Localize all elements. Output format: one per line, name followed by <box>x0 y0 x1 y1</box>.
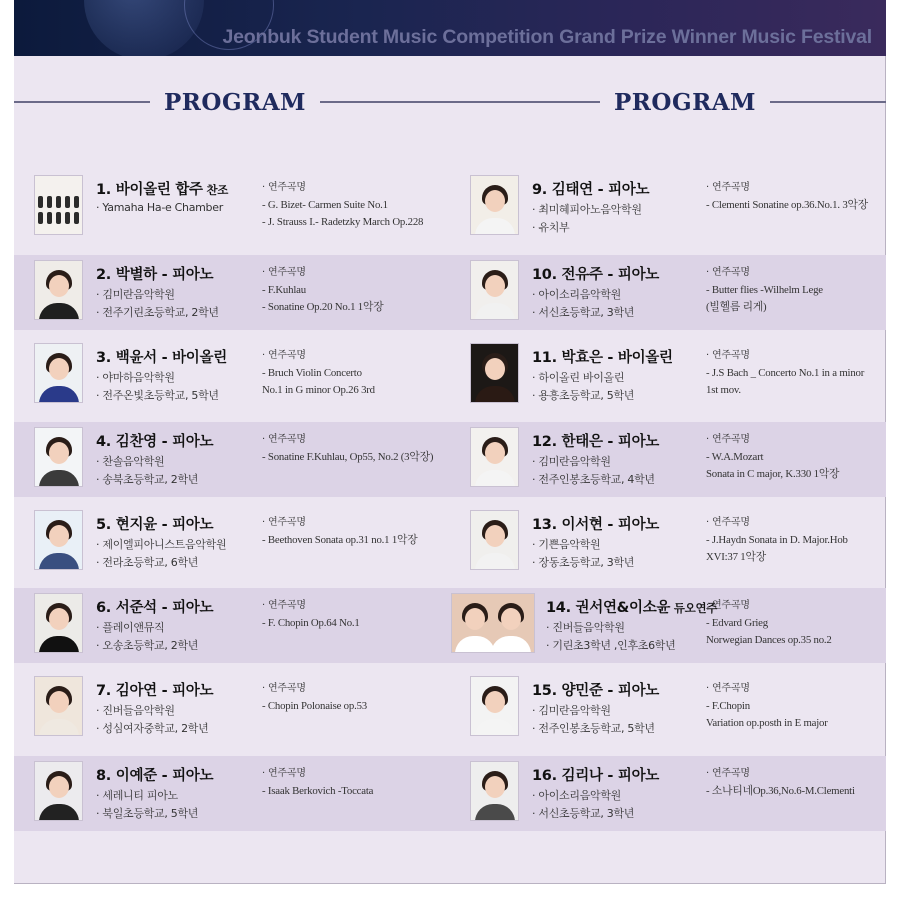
performer-row <box>14 756 450 831</box>
piece-line: - Butter flies -Wilhelm Lege <box>706 284 823 296</box>
performer-title <box>532 679 659 700</box>
performer-name: 6. 서준석 - 피아노 <box>96 600 214 616</box>
performer-row <box>450 170 886 245</box>
piece-line: XVI:37 1악장 <box>706 551 766 563</box>
piece-block <box>706 679 892 732</box>
performer-photo <box>470 676 519 736</box>
performer-photo <box>470 260 519 320</box>
piece-line: - Bruch Violin Concerto <box>262 367 362 379</box>
performer-title <box>96 513 213 534</box>
piece-block <box>706 596 892 649</box>
performer-row <box>14 505 450 580</box>
piece-line: No.1 in G minor Op.26 3rd <box>262 384 375 396</box>
performer-photo <box>470 175 519 235</box>
piece-label: · 연주곡명 <box>262 600 306 611</box>
piece-label: · 연주곡명 <box>262 683 306 694</box>
piece-line: 1st mov. <box>706 384 741 396</box>
performer-school: · 전주인봉초등학교, 4학년 <box>532 473 655 486</box>
piece-line: - J.S Bach _ Concerto No.1 in a minor <box>706 367 865 379</box>
piece-block <box>262 263 448 316</box>
performer-row <box>14 170 450 245</box>
performer-photo <box>34 676 83 736</box>
performer-photo <box>470 510 519 570</box>
performer-photo <box>451 593 535 653</box>
performer-title <box>546 596 717 617</box>
piece-label: · 연주곡명 <box>706 683 750 694</box>
piece-line: - Edvard Grieg <box>706 617 768 629</box>
piece-line: Variation op.posth in E major <box>706 717 828 729</box>
performer-name: 7. 김아연 - 피아노 <box>96 683 214 699</box>
performer-row <box>450 255 886 330</box>
piece-label: · 연주곡명 <box>262 434 306 445</box>
piece-line: - Chopin Polonaise op.53 <box>262 700 367 712</box>
performer-school: · 서신초등학교, 3학년 <box>532 807 635 820</box>
performer-name: 12. 한태은 - 피아노 <box>532 434 659 450</box>
heading-rule <box>14 101 150 103</box>
performer-academy: · 진버들음악학원 <box>546 621 625 634</box>
piece-block <box>262 178 448 231</box>
piece-label: · 연주곡명 <box>262 182 306 193</box>
performer-school: · 오송초등학교, 2학년 <box>96 639 199 652</box>
piece-line: - F.Kuhlau <box>262 284 306 296</box>
performer-school: · 전주인봉초등학교, 5학년 <box>532 722 655 735</box>
heading-rule <box>320 101 454 103</box>
piece-line: Sonata in C major, K.330 1악장 <box>706 468 840 480</box>
performer-name: 15. 양민준 - 피아노 <box>532 683 659 699</box>
performer-photo <box>34 343 83 403</box>
performer-academy: · 하이올린 바이올린 <box>532 371 625 384</box>
piece-line: - Beethoven Sonata op.31 no.1 1악장 <box>262 534 418 546</box>
piece-block <box>706 263 892 316</box>
performer-row <box>450 671 886 746</box>
performer-school: · 용흥초등학교, 5학년 <box>532 389 635 402</box>
program-heading-left <box>14 86 454 118</box>
performer-name: 1. 바이올린 합주 <box>96 182 203 198</box>
performer-academy: · 세레니티 피아노 <box>96 789 178 802</box>
performer-row <box>450 505 886 580</box>
performer-photo <box>34 427 83 487</box>
performer-academy: · 플레이앤뮤직 <box>96 621 165 634</box>
performer-title <box>532 178 649 199</box>
piece-label: · 연주곡명 <box>262 350 306 361</box>
performer-row <box>14 588 450 663</box>
program-heading-text: PROGRAM <box>164 88 307 116</box>
performer-academy: · 김미란음악학원 <box>532 704 611 717</box>
performer-title <box>96 430 213 451</box>
piece-line: - 소나티네Op.36,No.6-M.Clementi <box>706 785 855 797</box>
performer-photo <box>34 593 83 653</box>
performer-row <box>450 422 886 497</box>
performer-academy: · 기쁜음악학원 <box>532 538 601 551</box>
performer-row <box>14 671 450 746</box>
performer-title <box>532 346 673 367</box>
piece-block <box>262 513 448 549</box>
performer-title <box>96 178 228 199</box>
performer-row <box>14 422 450 497</box>
piece-line: - G. Bizet- Carmen Suite No.1 <box>262 199 388 211</box>
performer-name: 9. 김태연 - 피아노 <box>532 182 650 198</box>
piece-block <box>706 430 892 483</box>
piece-label: · 연주곡명 <box>706 517 750 528</box>
performer-title <box>532 513 659 534</box>
performer-title <box>96 596 213 617</box>
piece-block <box>706 513 892 566</box>
performer-title <box>96 263 213 284</box>
performer-note: 듀오연주 <box>670 601 718 615</box>
performer-name: 8. 이예준 - 피아노 <box>96 768 214 784</box>
piece-block <box>706 178 892 214</box>
performer-title <box>96 679 213 700</box>
piece-line: Norwegian Dances op.35 no.2 <box>706 634 832 646</box>
performer-school: · 유치부 <box>532 221 570 234</box>
piece-block <box>706 346 892 399</box>
performer-row <box>450 588 886 663</box>
performer-academy: · 김미란음악학원 <box>532 455 611 468</box>
piece-label: · 연주곡명 <box>262 768 306 779</box>
program-sheet <box>14 0 886 884</box>
performer-title <box>96 764 213 785</box>
performer-photo <box>34 761 83 821</box>
performer-row <box>450 756 886 831</box>
performer-academy: · 최미혜피아노음악학원 <box>532 203 642 216</box>
performer-academy: · 김미란음악학원 <box>96 288 175 301</box>
performer-school: · 전주기린초등학교, 2학년 <box>96 306 219 319</box>
piece-block <box>262 679 448 715</box>
piece-label: · 연주곡명 <box>262 517 306 528</box>
piece-label: · 연주곡명 <box>706 434 750 445</box>
piece-label: · 연주곡명 <box>706 768 750 779</box>
piece-line: - J.Haydn Sonata in D. Major.Hob <box>706 534 848 546</box>
performer-name: 16. 김리나 - 피아노 <box>532 768 659 784</box>
performer-row <box>14 255 450 330</box>
banner <box>14 0 886 56</box>
performer-photo <box>470 427 519 487</box>
performer-photo <box>34 260 83 320</box>
heading-rule <box>770 101 886 103</box>
performer-academy: · 진버들음악학원 <box>96 704 175 717</box>
performer-name: 10. 전유주 - 피아노 <box>532 267 659 283</box>
program-heading-right <box>450 86 886 118</box>
performer-row <box>450 338 886 413</box>
piece-block <box>262 346 448 399</box>
piece-line: - W.A.Mozart <box>706 451 764 463</box>
performer-school: · 서신초등학교, 3학년 <box>532 306 635 319</box>
piece-label: · 연주곡명 <box>706 600 750 611</box>
piece-line: - Clementi Sonatine op.36.No.1. 3악장 <box>706 199 869 211</box>
piece-label: · 연주곡명 <box>706 267 750 278</box>
performer-note: 찬조 <box>202 183 229 197</box>
program-heading-text: PROGRAM <box>614 88 757 116</box>
piece-label: · 연주곡명 <box>706 182 750 193</box>
performer-row <box>14 338 450 413</box>
performer-photo <box>470 343 519 403</box>
performer-academy: · 야마하음악학원 <box>96 371 175 384</box>
performer-school: · 전주온빛초등학교, 5학년 <box>96 389 219 402</box>
piece-line: - Sonatine Op.20 No.1 1악장 <box>262 301 384 313</box>
performer-name: 5. 현지윤 - 피아노 <box>96 517 214 533</box>
performer-name: 3. 백윤서 - 바이올린 <box>96 350 227 366</box>
piece-line: - Sonatine F.Kuhlau, Op55, No.2 (3악장) <box>262 451 434 463</box>
performer-school: · 성심여자중학교, 2학년 <box>96 722 209 735</box>
piece-line: - Isaak Berkovich -Toccata <box>262 785 374 797</box>
performer-title <box>532 263 659 284</box>
piece-block <box>262 596 448 632</box>
piece-line: - F.Chopin <box>706 700 750 712</box>
piece-line: (빌헬름 리게) <box>706 301 767 313</box>
piece-label: · 연주곡명 <box>706 350 750 361</box>
piece-block <box>706 764 892 800</box>
performer-photo <box>34 175 83 235</box>
performer-school: · 북일초등학교, 5학년 <box>96 807 199 820</box>
performer-academy: · 아이소리음악학원 <box>532 789 622 802</box>
performer-title <box>96 346 227 367</box>
piece-block <box>262 764 448 800</box>
piece-line: - F. Chopin Op.64 No.1 <box>262 617 360 629</box>
performer-academy: · Yamaha Ha-e Chamber <box>96 201 223 214</box>
performer-name: 4. 김찬영 - 피아노 <box>96 434 214 450</box>
piece-line: - J. Strauss I.- Radetzky March Op.228 <box>262 216 424 228</box>
performer-academy: · 아이소리음악학원 <box>532 288 622 301</box>
piece-label: · 연주곡명 <box>262 267 306 278</box>
performer-title <box>532 430 659 451</box>
performer-academy: · 찬솔음악학원 <box>96 455 165 468</box>
banner-title: Jeonbuk Student Music Competition Grand Prize Winner Music Festival <box>222 26 872 48</box>
performer-academy: · 제이엘피아니스트음악학원 <box>96 538 227 551</box>
performer-school: · 송북초등학교, 2학년 <box>96 473 199 486</box>
heading-rule <box>450 101 600 103</box>
performer-school: · 기린초3학년 ,인후초6학년 <box>546 639 676 652</box>
performer-photo <box>34 510 83 570</box>
piece-block <box>262 430 448 466</box>
performer-name: 13. 이서현 - 피아노 <box>532 517 659 533</box>
performer-name: 14. 권서연&이소윤 <box>546 600 671 616</box>
performer-name: 11. 박효은 - 바이올린 <box>532 350 673 366</box>
performer-name: 2. 박별하 - 피아노 <box>96 267 214 283</box>
performer-photo <box>470 761 519 821</box>
performer-school: · 전라초등학교, 6학년 <box>96 556 199 569</box>
performer-title <box>532 764 659 785</box>
performer-school: · 장동초등학교, 3학년 <box>532 556 635 569</box>
